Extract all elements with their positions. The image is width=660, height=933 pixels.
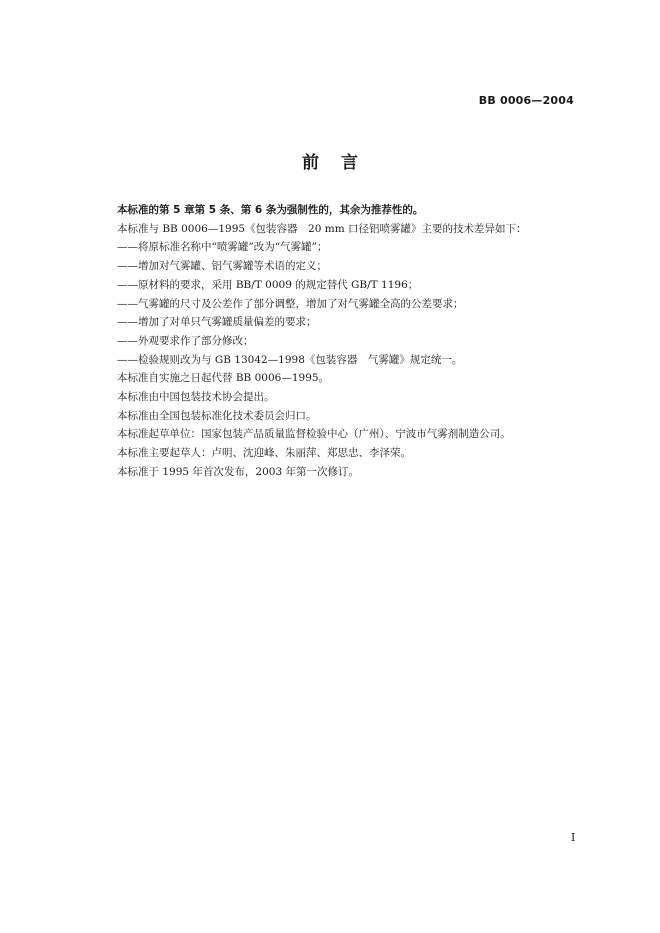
list-item: ——增加了对单只气雾罐质量偏差的要求； (117, 316, 317, 329)
page-title: 前言 (302, 153, 380, 173)
paragraph-line: 本标准与 BB 0006—1995《包装容器 20 mm 口径铝喷雾罐》主要的技术差异如下： (117, 222, 527, 235)
list-item: ——检验规则改为与 GB 13042—1998《包装容器 气雾罐》规定统一。 (117, 353, 463, 366)
list-item: ——增加对气雾罐、铝气雾罐等术语的定义； (117, 260, 327, 273)
list-item: ——将原标准名称中“喷雾罐”改为“气雾罐”； (117, 241, 328, 254)
list-item: ——气雾罐的尺寸及公差作了部分调整，增加了对气雾罐全高的公差要求； (117, 297, 464, 310)
list-item: ——外观要求作了部分修改； (117, 334, 254, 347)
paragraph-line: 本标准由全国包装标准化技术委员会归口。 (117, 409, 317, 422)
paragraph-line: 本标准起草单位：国家包装产品质量监督检验中心（广州）、宁波市气雾剂制造公司。 (117, 428, 511, 441)
paragraph-line: 本标准由中国包装技术协会提出。 (117, 391, 275, 404)
paragraph-line: 本标准于 1995 年首次发布，2003 年第一次修订。 (117, 465, 359, 478)
standard-number: BB 0006—2004 (478, 94, 574, 107)
paragraph-line: 本标准自实施之日起代替 BB 0006—1995。 (117, 372, 330, 385)
paragraph-line: 本标准主要起草人：卢明、沈迎峰、朱丽萍、郑思忠、李泽荣。 (117, 447, 411, 460)
mandatory-statement: 本标准的第 5 章第 5 条、第 6 条为强制性的，其余为推荐性的。 (117, 204, 424, 216)
list-item: ——原材料的要求，采用 BB/T 0009 的规定替代 GB/T 1196； (117, 278, 419, 291)
page-number: I (571, 831, 576, 844)
foreword-body (117, 201, 597, 482)
